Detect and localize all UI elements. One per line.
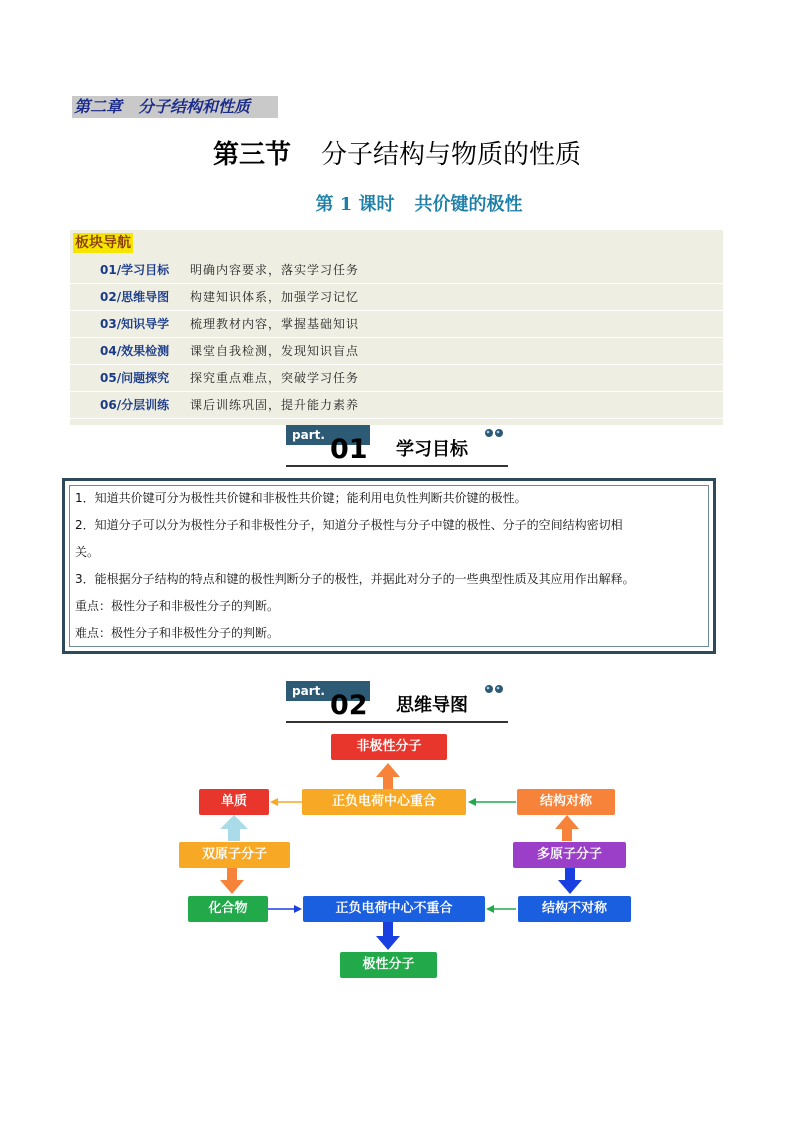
nav-item-desc: 探究重点难点，突破学习任务	[190, 371, 360, 385]
objective-line: 重点：极性分子和非极性分子的判断。	[75, 599, 280, 613]
arrow-up-lightblue-icon	[220, 815, 248, 841]
arrow-down-blue-icon	[558, 868, 582, 894]
node-nonpolar-molecule: 非极性分子	[331, 734, 447, 760]
part-label: part.	[286, 681, 370, 701]
part-number: 02	[330, 690, 368, 721]
node-charge-nonoverlap: 正负电荷中心不重合	[303, 896, 485, 922]
objective-line: 2．知道分子可以分为极性分子和非极性分子，知道分子极性与分子中键的极性、分子的空间结构密切相	[75, 518, 623, 532]
objective-line: 1．知道共价键可分为极性共价键和非极性共价键；能利用电负性判断共价键的极性。	[75, 491, 527, 505]
arrow-right-blue-icon	[268, 905, 302, 913]
node-symmetric: 结构对称	[517, 789, 615, 815]
nav-item-desc: 构建知识体系，加强学习记忆	[190, 290, 360, 304]
part-title: 学习目标	[396, 439, 468, 460]
arrow-left-green-icon	[486, 905, 516, 913]
chapter-number: 第二章	[74, 97, 123, 116]
arrow-left-green-icon	[468, 798, 516, 806]
arrow-down-orange-icon	[220, 868, 244, 894]
section-number: 第三节	[212, 140, 291, 170]
part-number: 01	[330, 434, 368, 465]
nav-title: 板块导航	[75, 235, 131, 251]
part-label: part.	[286, 425, 370, 445]
arrow-up-orange-icon	[555, 815, 579, 841]
node-compound: 化合物	[188, 896, 268, 922]
nav-item-code: 04/效果检测	[100, 344, 170, 358]
arrow-up-orange-icon	[376, 763, 400, 789]
section-title: 分子结构与物质的性质	[321, 140, 582, 170]
nav-item-code: 01/学习目标	[100, 263, 170, 277]
chapter-name: 分子结构和性质	[138, 97, 251, 116]
nav-item-code: 02/思维导图	[100, 290, 170, 304]
nav-item-desc: 明确内容要求，落实学习任务	[190, 263, 360, 277]
objective-line: 3．能根据分子结构的特点和键的极性判断分子的极性，并据此对分子的一些典型性质及其应用作出解释。	[75, 572, 635, 586]
nav-item-desc: 梳理教材内容，掌握基础知识	[190, 317, 360, 331]
nav-item-code: 03/知识导学	[100, 317, 170, 331]
nav-item-code: 05/问题探究	[100, 371, 170, 385]
node-polyatomic: 多原子分子	[513, 842, 626, 868]
arrow-down-blue-icon	[376, 922, 400, 950]
lesson-number: 第 1 课时	[315, 194, 395, 215]
node-element: 单质	[199, 789, 269, 815]
node-diatomic: 双原子分子	[179, 842, 290, 868]
node-charge-overlap: 正负电荷中心重合	[302, 789, 466, 815]
nav-item-code: 06/分层训练	[100, 398, 170, 412]
lesson-name: 共价键的极性	[414, 194, 523, 215]
node-polar-molecule: 极性分子	[340, 952, 437, 978]
part-title: 思维导图	[396, 695, 468, 716]
objective-line: 关。	[75, 545, 100, 559]
objective-line: 难点：极性分子和非极性分子的判断。	[75, 626, 280, 640]
node-asymmetric: 结构不对称	[518, 896, 631, 922]
nav-item-desc: 课后训练巩固，提升能力素养	[190, 398, 360, 412]
arrow-left-orange-icon	[270, 798, 302, 806]
nav-item-desc: 课堂自我检测，发现知识盲点	[190, 344, 360, 358]
